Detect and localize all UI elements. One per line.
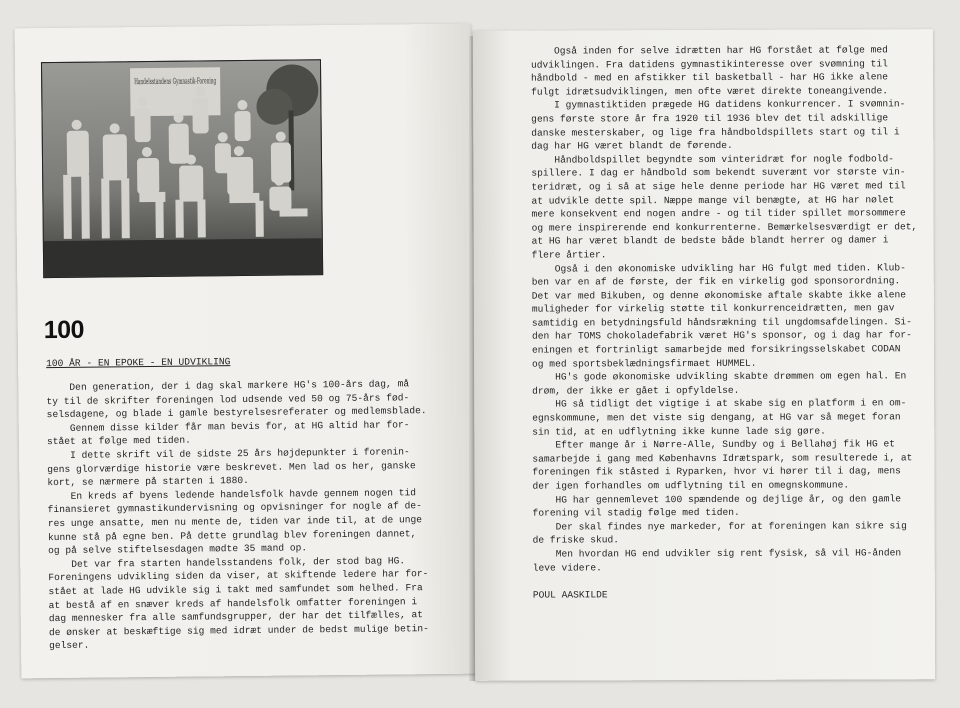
text-line: danske mesterskaber, og lige fra håndboldspillets start og til i: [531, 125, 900, 139]
text-line: HG har gennemlevet 100 spændende og dejlige år, og den gamle: [532, 492, 901, 506]
text-line: de ønsker at beskæftige sig med idræt under de bedst mulige betin-: [48, 622, 429, 638]
text-line: En kreds af byens ledende handelsfolk havde gennem nogen tid: [47, 486, 417, 502]
section-title: 100 ÅR - EN EPOKE - EN UDVIKLING: [46, 356, 231, 370]
text-line: leve videre.: [532, 561, 602, 574]
left-page: [15, 24, 478, 679]
text-line: dag mennesker fra alle samfundsgrupper, der har det tilfælles, at: [48, 609, 424, 625]
text-line: der igen forhandles om udflytning til en omegnskommune.: [532, 479, 850, 492]
text-line: kort, se nærmere på starten i 1880.: [47, 475, 249, 489]
right-page: [473, 29, 935, 681]
text-line: Også i den økonomiske udvikling har HG fulgt med tiden. Klub-: [531, 261, 906, 275]
text-line: res unge ansatte, men nu mente de, tiden var inde til, at de unge: [47, 514, 423, 530]
banner-text-1: Handelsstandens Gymnastik-Forening: [134, 75, 289, 87]
text-line: egnskommune, men det viste sig dengang, at HG var så meget foran: [532, 411, 901, 424]
text-line: stået at lade HG udvikle sig i takt med samfundet som helhed. Fra: [48, 582, 423, 597]
team-photo-image: [42, 60, 322, 277]
text-line: ben var en af de første, der fik en virkelig god sponsorordning.: [531, 275, 901, 288]
open-booklet: [14, 26, 938, 686]
text-line: forening vil stadig følge med tiden.: [532, 507, 740, 519]
text-line: drøm, der ikke er gået i opfyldelse.: [532, 384, 740, 397]
text-line: spillere. I dag er håndbold som bekendt suverænt vor største vin-: [531, 166, 906, 179]
text-line: fulgt idrætsudviklingen, men ofte været direkte toneangivende.: [531, 85, 889, 98]
text-line: ty til de skrifter foreningen lod udsende ved 50 og 75-års fød-: [46, 391, 410, 407]
text-line: stået at følge med tiden.: [46, 434, 191, 448]
text-line: gens første store år fra 1920 til 1936 blev det til adskillige: [531, 112, 889, 125]
text-line: eningen et fortrinligt samarbejde med forsikringsselskabet CODAN: [531, 343, 901, 356]
text-line: Håndboldspillet begyndte som vinteridræt for nogle fodbold-: [531, 153, 895, 166]
text-line: udviklingen. Fra datidens gymnastikinteresse over svømning til: [530, 57, 888, 71]
text-line: og mere inspirerende end konkurrenterne. Bemærkelsesværdigt er det,: [531, 220, 918, 234]
text-line: at udvikle dette spil. Næppe mange vil benægte, at HG har nølet: [531, 193, 895, 207]
text-line: og på selve stiftelsesdagen mødte 35 mand op.: [48, 542, 308, 557]
text-line: HG så tidligt det vigtige i at skabe sig en platform i en om-: [532, 397, 907, 411]
text-line: og med sportsbeklædningsfirmaet HUMMEL.: [532, 357, 757, 370]
text-line: at bestå af en snæver kreds af handelsfolk omfatter foreningen i: [48, 595, 418, 611]
text-line: kunne stå på egne ben. På dette grundlag blev foreningen dannet,: [47, 527, 417, 543]
text-line: Foreningens udvikling siden da viser, at skiftende ledere har for-: [48, 568, 429, 584]
page-number-heading: 100: [43, 315, 85, 345]
text-line: Men hvordan HG end udvikler sig rent fysisk, så vil HG-ånden: [532, 547, 902, 560]
text-line: dag har HG været blandt de førende.: [531, 140, 733, 152]
text-line: Også inden for selve idrætten har HG forstået at følge med: [530, 44, 888, 57]
text-line: gens glorværdige historie være beskrevet. Men lad os her, ganske: [47, 459, 416, 475]
left-body-text: [46, 377, 449, 653]
text-line: Den generation, der i dag skal markere HG's 100-års dag, må: [46, 378, 410, 394]
team-photo: [41, 59, 323, 278]
right-body-text: [531, 43, 925, 602]
text-line: at HG har været blandt de bedste både blandt herrer og damer i: [531, 234, 889, 247]
text-line: Der skal findes nye markeder, for at foreningen kan sikre sig: [532, 520, 907, 533]
text-line: selsdagene, og blade i gamle bestyrelsesreferater og medlemsblade.: [46, 405, 427, 421]
text-line: finansieret gymnastikundervisning og opvisninger for nogle af de-: [47, 500, 422, 516]
text-line: muligheder for virkelig støtte til konkurrenceidrætten, men gav: [531, 302, 895, 315]
text-line: den har TOMS chokoladefabrik været HG's sponsor, og i dag har for-: [531, 329, 912, 343]
text-line: I gymnastiktiden prægede HG datidens konkurrencer. I svømnin-: [531, 98, 906, 111]
text-line: HG's gode økonomiske udvikling skabte drømmen om egen hal. En: [532, 370, 907, 383]
text-line: Det var fra starten handelsstandens folk, der stod bag HG.: [48, 555, 406, 570]
text-line: gelser.: [49, 639, 90, 652]
text-line: Det var med Bikuben, og denne økonomiske aftale skabte ikke alene: [531, 288, 907, 302]
text-line: Efter mange år i Nørre-Alle, Sundby og i Bellahøj fik HG et: [532, 438, 896, 451]
text-line: sin tid, at en udflytning ikke kunne lade sig gøre.: [532, 425, 826, 438]
text-line: mere konsekvent end nogen andre - og til tider spillet morsommere: [531, 207, 906, 220]
text-line: foreningen fik ståsted i Ryparken, hvor vi hører til i dag, mens: [532, 465, 901, 479]
text-line: Gennem disse kilder får man bevis for, at HG altid har for-: [46, 419, 410, 434]
text-line: flere årtier.: [531, 249, 607, 261]
author-signature: POUL AASKILDE: [532, 589, 608, 601]
text-line: samarbejde i gang med Københavns Idrætspark, som resulterede i, at: [532, 452, 913, 465]
text-line: samtidig en betydningsfuld håndsrækning til ungdomsafdelingen. Si-: [531, 316, 912, 329]
text-line: håndbold - med en afstikker til basketball - har HG ikke alene: [531, 71, 889, 84]
text-line: teridræt, og i så at sige hele denne periode har HG været med til: [531, 180, 906, 193]
text-line: I dette skrift vil de sidste 25 års højdepunkter i forenin-: [47, 446, 410, 462]
text-line: de friske skud.: [532, 534, 620, 546]
